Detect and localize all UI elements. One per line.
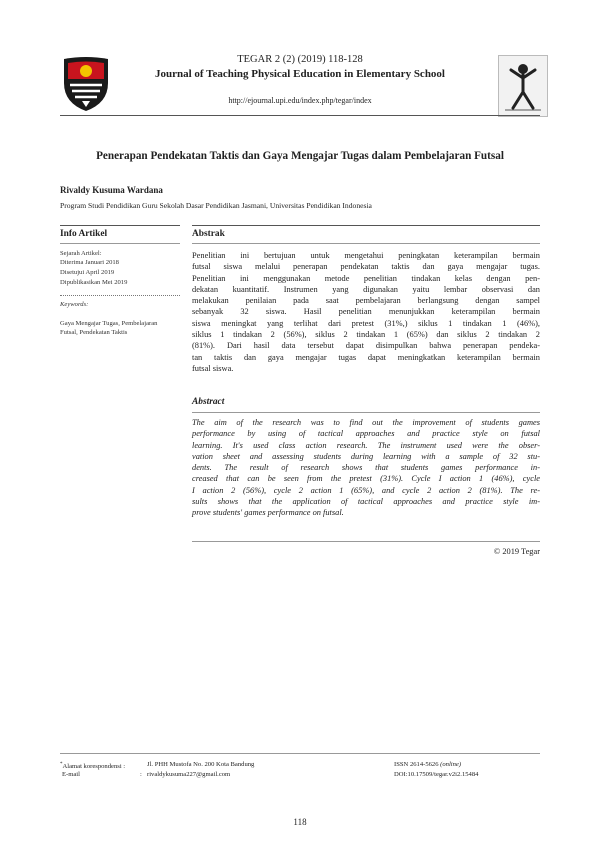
- abstract-line: dents. The result of research shows that students games performance in-: [192, 463, 540, 473]
- abstrak-line: (81%). Dari hasil data tersebut dapat disimpulkan bahwa penerapan pendeka-: [192, 341, 540, 351]
- tegar-logo-icon: [498, 55, 548, 117]
- abstrak-line: siswa meningkat yang terlihat dari pretest (31%,) siklus 1 tindakan 1 (46%),: [192, 318, 540, 328]
- address-label: *Alamat korespondensi :: [60, 762, 126, 771]
- abstrak-heading: Abstrak: [192, 229, 225, 239]
- abstract-heading: Abstract: [192, 397, 225, 407]
- abstract-line: performance by using of tactical approaches and practice style on futsal: [192, 429, 540, 439]
- author-name: Rivaldy Kusuma Wardana: [60, 185, 163, 195]
- journal-url[interactable]: http://ejournal.upi.edu/index.php/tegar/index: [228, 96, 372, 105]
- abstract-line: prove students' games performance on futsal.: [192, 508, 344, 518]
- abstrak-line: sebanyak 32 siswa. Hasil penelitian menunjukkan keterampilan bermain: [192, 307, 540, 317]
- received-date: Diterima Januari 2018: [60, 259, 119, 266]
- header-rule: [60, 115, 540, 116]
- abstrak-heading-rule: [192, 243, 540, 244]
- doi[interactable]: DOI:10.17509/tegar.v2i2.15484: [394, 771, 479, 778]
- accepted-date: Disetujui April 2019: [60, 269, 115, 276]
- abstrak-top-rule: [192, 225, 540, 226]
- keywords-label: Keywords:: [60, 301, 89, 308]
- abstract-body: [192, 417, 540, 519]
- info-top-rule: [60, 225, 180, 226]
- issn: ISSN 2614-5626 (online): [394, 761, 462, 768]
- history-label: Sejarah Artikel:: [60, 250, 102, 257]
- address-value: Jl. PHH Mustofa No. 200 Kota Bandung: [147, 761, 255, 768]
- footer-rule: [60, 753, 540, 754]
- author-affiliation: Program Studi Pendidikan Guru Sekolah Dasar Pendidikan Jasmani, Universitas Pendidikan Indonesia: [60, 201, 372, 210]
- upi-logo-icon: [60, 57, 112, 113]
- abstract-line: The aim of the research was to find out the improvement of students games: [192, 418, 540, 427]
- abstract-line: learning. It's used class action research. The instrument used were the obser-: [192, 440, 540, 450]
- abstract-line: creased that can be seen from the pretest (31%). Cycle I action 1 (46%), cycle: [192, 474, 540, 484]
- copyright: © 2019 Tegar: [493, 547, 540, 556]
- article-title: Penerapan Pendekatan Taktis dan Gaya Mengajar Tugas dalam Pembelajaran Futsal: [96, 150, 504, 162]
- abstrak-line: futsal siswa.: [192, 363, 234, 373]
- journal-name: Journal of Teaching Physical Education in Elementary School: [154, 68, 445, 80]
- abstrak-line: Penelitian ini menggunakan metode penelitian tindakan kelas dengan pen-: [192, 273, 540, 283]
- abstrak-line: Penelitian ini bertujuan untuk mengetahui peningkatan keterampilan bermain: [192, 251, 540, 260]
- email-value[interactable]: rivaldykusuma227@gmail.com: [147, 771, 231, 778]
- abstrak-line: tan taktis dan gaya mengajar tugas dapat meningkatkan keterampilan bermain: [192, 352, 540, 362]
- keywords-line-2: Futsal, Pendekatan Taktis: [60, 329, 128, 336]
- copyright-rule: [192, 541, 540, 542]
- abstrak-line: futsal siswa melalui penerapan pendekatan taktis dan gaya mengajar tugas.: [192, 262, 540, 272]
- journal-citation: TEGAR 2 (2) (2019) 118-128: [237, 54, 363, 65]
- abstrak-line: dekatan kuantitatif. Instrumen yang digunakan yaitu lembar observasi dan: [192, 284, 540, 294]
- published-date: Dipublikasikan Mei 2019: [60, 279, 128, 286]
- abstract-line: I action 2 (56%), cycle 2 action 1 (65%), and cycle 2 action 2 (81%). The re-: [192, 485, 540, 495]
- info-heading: Info Artikel: [60, 229, 108, 239]
- info-divider: [60, 295, 180, 296]
- abstract-line: sults shows that the application of tactical approaches and practice style im-: [192, 497, 540, 507]
- keywords-line-1: Gaya Mengajar Tugas, Pembelajaran: [60, 320, 158, 327]
- abstrak-body: [192, 250, 540, 374]
- email-separator: :: [140, 771, 142, 778]
- info-heading-rule: [60, 243, 180, 244]
- email-label: E-mail: [62, 771, 80, 778]
- abstrak-line: melakukan penilaian pada saat pembelajaran berlangsung dengan sampel: [192, 296, 540, 306]
- abstract-line: vation sheet and assessing students during learning with a sample of 32 stu-: [192, 451, 540, 461]
- abstrak-line: siklus 1 tindakan 2 (56%), siklus 2 tindakan 1 (65%) dan siklus 2 tindakan 2: [192, 330, 540, 340]
- abstract-heading-rule: [192, 412, 540, 413]
- page-number: 118: [293, 817, 307, 827]
